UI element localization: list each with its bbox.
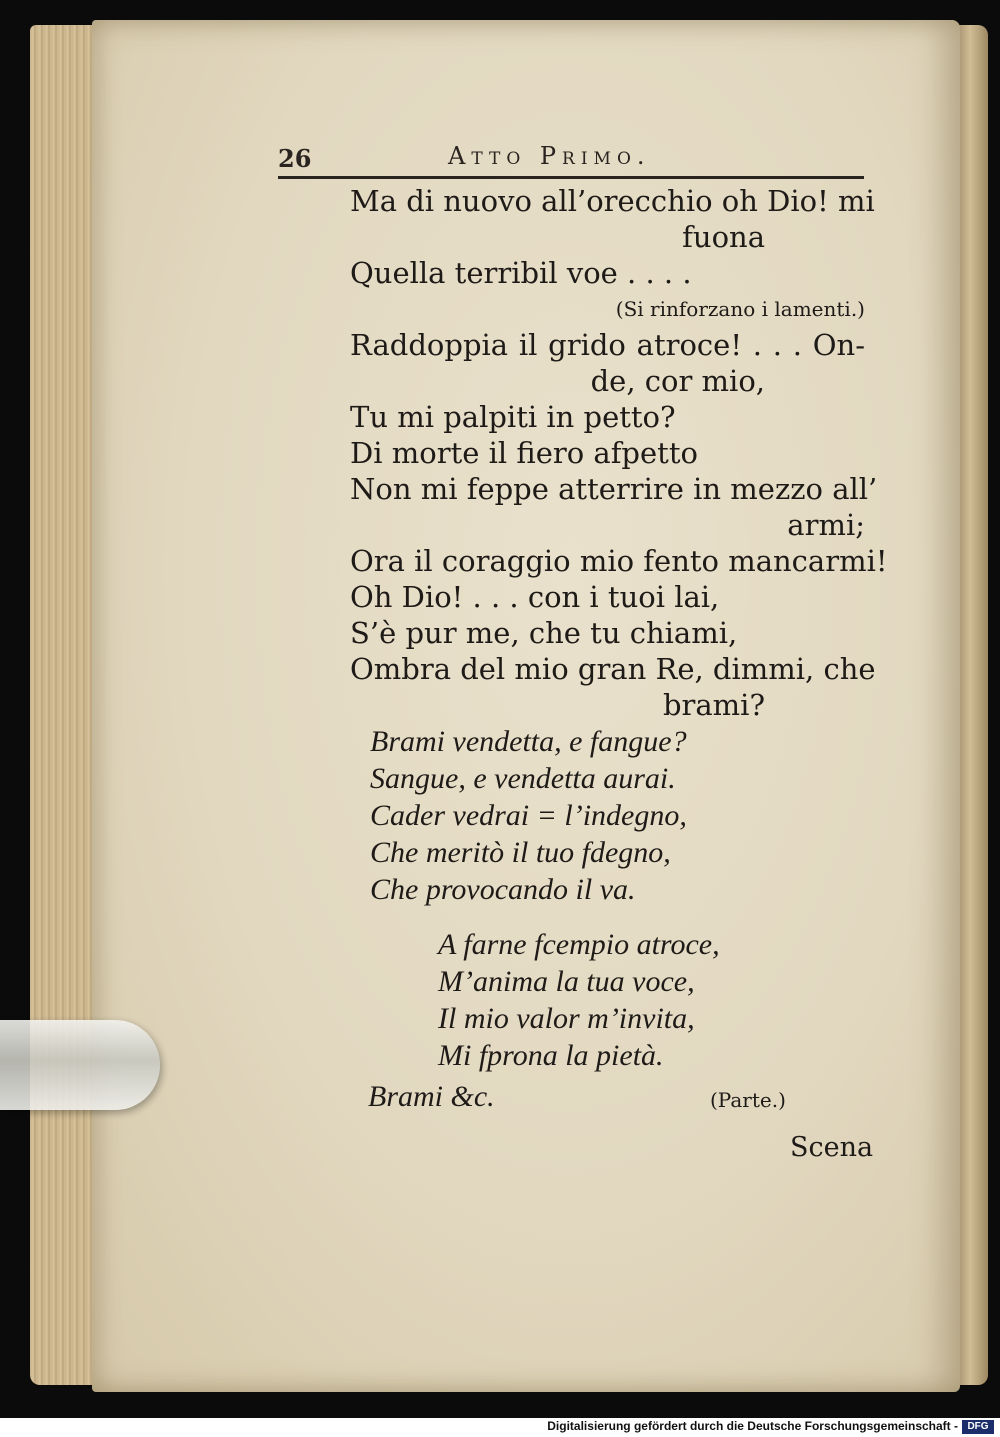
verse-line: Ombra del mio gran Re, dimmi, che: [350, 652, 876, 686]
verse-line: armi;: [787, 508, 865, 542]
footer-credit: Digitalisierung gefördert durch die Deutsche Forschungsgemeinschaft -: [547, 1419, 958, 1433]
running-title: Atto Primo.: [448, 142, 651, 170]
da-capo: Brami &c.: [368, 1080, 495, 1113]
verse-line: Cader vedrai = l’indegno,: [370, 799, 687, 832]
verse-line: S’è pur me, che tu chiami,: [350, 616, 738, 650]
verse-line: Di morte il fiero afpetto: [350, 436, 698, 470]
header-rule: [278, 176, 864, 179]
verse-line: Tu mi palpiti in petto?: [350, 400, 676, 434]
verse-line: Brami vendetta, e fangue?: [370, 725, 687, 758]
aria-stanza-2: [438, 928, 838, 1076]
verse-line: M’anima la tua voce,: [438, 965, 695, 998]
verse-line: Ora il coraggio mio fento mancarmi!: [350, 544, 888, 578]
verse-line: Ma di nuovo all’orecchio oh Dio! mi: [350, 184, 875, 218]
catchword: Scena: [790, 1132, 874, 1163]
verse-line: fuona: [682, 220, 765, 254]
verse-line: Quella terribil voe . . . .: [350, 256, 692, 290]
verse-line: A farne fcempio atroce,: [438, 928, 720, 961]
page-clip: [0, 1020, 160, 1110]
page-edges-left: [30, 25, 100, 1385]
verse-line: brami?: [662, 688, 765, 722]
stage-direction: (Parte.): [710, 1088, 786, 1112]
verse-line: Che provocando il va.: [370, 873, 636, 906]
dfg-logo: DFG: [962, 1420, 994, 1434]
page-edges-right: [958, 25, 988, 1385]
recitative-block: [350, 183, 888, 723]
verse-line: Raddoppia il grido atroce! . . . On-: [350, 328, 865, 362]
verse-line: Mi fprona la pietà.: [438, 1039, 664, 1072]
page-number: 26: [278, 144, 312, 173]
verse-line: Non mi feppe atterrire in mezzo all’: [350, 472, 878, 506]
footer-bar: [0, 1418, 1000, 1437]
stage-direction-aside: (Si rinforzano i lamenti.): [615, 297, 865, 321]
verse-line: Oh Dio! . . . con i tuoi lai,: [350, 580, 720, 614]
verse-line: Il mio valor m’invita,: [438, 1002, 695, 1035]
verse-line: Sangue, e vendetta aurai.: [370, 762, 676, 795]
aria-stanza-1: [370, 725, 770, 910]
running-header: [278, 142, 864, 178]
verse-line: de, cor mio,: [590, 364, 765, 398]
verse-line: Che meritò il tuo fdegno,: [370, 836, 671, 869]
